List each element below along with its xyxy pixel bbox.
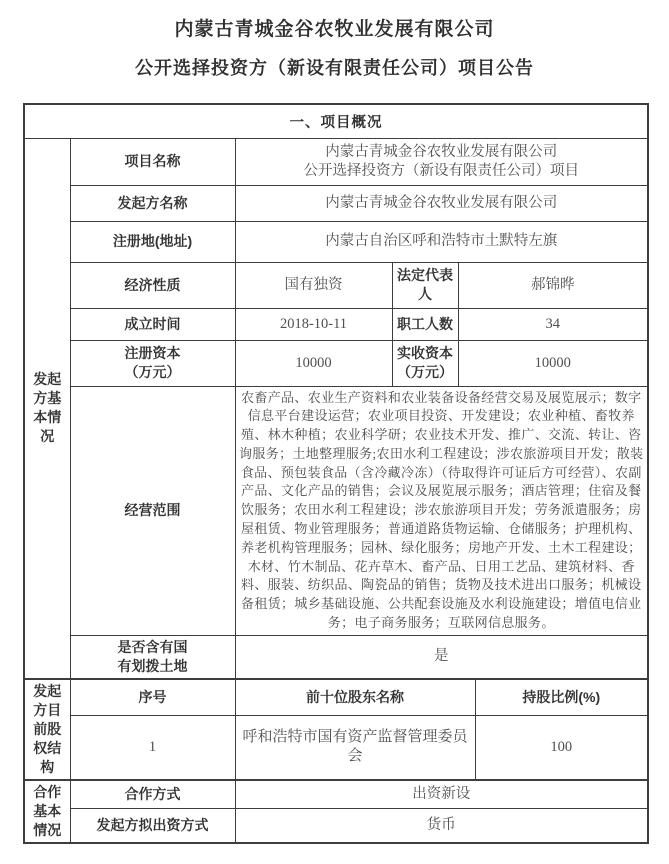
group-label-sponsor-basic-text: 发起方基本情况: [33, 371, 62, 445]
employees-value: 34: [458, 308, 648, 340]
group-label-cooperation: [24, 780, 70, 843]
legal-rep-label-text: 法定代表人: [397, 267, 453, 302]
business-scope-value: 农畜产品、农业生产资料和农业装备设备经营交易及展览展示；数字信息平台建设运营；农业项目投资、开发建设；农业种植、畜牧养殖、林木种植；农业科学研；农业技术开发、推广、交流、转让、咨询服务；土地整理服务;农田水利工程建设；涉农旅游项目开发；散装食品、预包装食品（含冷藏冷冻）（待取得许可证后方可经营）、农副产品、文化产品的销售；会议及展览展示服务；酒店管理；住宿及餐饮服务；农田水利工程建设；涉农旅游项目开发；劳务派遣服务；房屋租赁、物业管理服务；普通道路货物运输、仓储服务；护理机构、养老机构管理服务；园林、绿化服务；房地产开发、土木工程建设；木材、竹木制品、花卉草木、畜产品、日用工艺品、建筑材料、香料、服装、纺织品、陶瓷品的销售；货物及技术进出口服务；机械设备租赁；城乡基础设施、公共配套设施及水利设施建设；增值电信业务；电子商务服务；互联网信息服务。: [235, 386, 648, 635]
employees-label: [392, 308, 458, 340]
sponsor-name-value: 内蒙古青城金谷农牧业发展有限公司: [235, 185, 648, 221]
shareholder-name: [235, 715, 475, 780]
paid-capital-value: 10000: [458, 340, 648, 386]
paid-capital-label: [392, 340, 458, 386]
project-name-line1: 内蒙古青城金谷农牧业发展有限公司: [325, 143, 558, 160]
project-name-label: 项目名称: [70, 138, 235, 185]
founded-date-value: 2018-10-11: [235, 308, 392, 340]
equity-col-shareholder-name: 前十位股东名称: [235, 679, 475, 715]
legal-rep-label: [392, 262, 458, 308]
doc-title: 内蒙古青城金谷农牧业发展有限公司: [174, 19, 495, 40]
registered-address-value: 内蒙古自治区呼和浩特市土默特左旗: [235, 221, 648, 262]
section-header-project-overview: 一、项目概况: [24, 104, 648, 138]
founded-date-label: 成立时间: [70, 308, 235, 340]
cooperation-method-value: 出资新设: [235, 780, 648, 809]
equity-col-ratio: 持股比例(%): [475, 679, 648, 715]
legal-rep-value: 郝锦晔: [458, 262, 648, 308]
shareholder-row: [24, 715, 648, 780]
sponsor-name-label: 发起方名称: [70, 185, 235, 221]
funding-method-label: 发起方拟出资方式: [70, 809, 235, 843]
funding-method-value: 货币: [235, 809, 648, 843]
economic-nature-value: 国有独资: [235, 262, 392, 308]
shareholder-ratio: 100: [475, 715, 648, 780]
allocated-land-label-text: 是否含有国有划拨土地: [117, 638, 188, 674]
project-overview-table: [23, 103, 649, 844]
economic-nature-label: 经济性质: [70, 262, 235, 308]
registered-capital-label: [70, 340, 235, 386]
project-name-value: [235, 138, 648, 185]
group-label-cooperation-text: 合作基本情况: [33, 783, 62, 838]
allocated-land-value: 是: [235, 635, 648, 679]
employees-label-text: 职工人数: [397, 315, 453, 332]
business-scope-label: 经营范围: [70, 386, 235, 635]
shareholder-no: 1: [70, 715, 235, 780]
cooperation-method-label: 合作方式: [70, 780, 235, 809]
paid-capital-label-text: 实收资本（万元）: [397, 345, 453, 380]
group-label-equity-structure-text: 发起方目前股权结构: [33, 682, 62, 775]
group-label-sponsor-basic: [24, 138, 70, 679]
group-label-equity-structure: [24, 679, 70, 780]
registered-capital-label-text: 注册资本（万元）: [124, 345, 181, 380]
equity-col-no: 序号: [70, 679, 235, 715]
allocated-land-label: [70, 635, 235, 679]
registered-capital-value: 10000: [235, 340, 392, 386]
registered-address-label: 注册地(地址): [70, 221, 235, 262]
doc-subtitle: 公开选择投资方（新设有限责任公司）项目公告: [135, 58, 534, 78]
shareholder-name-text: 呼和浩特市国有资产监督管理委员会: [242, 729, 468, 765]
project-name-line2: 公开选择投资方（新设有限责任公司）项目: [303, 162, 580, 179]
